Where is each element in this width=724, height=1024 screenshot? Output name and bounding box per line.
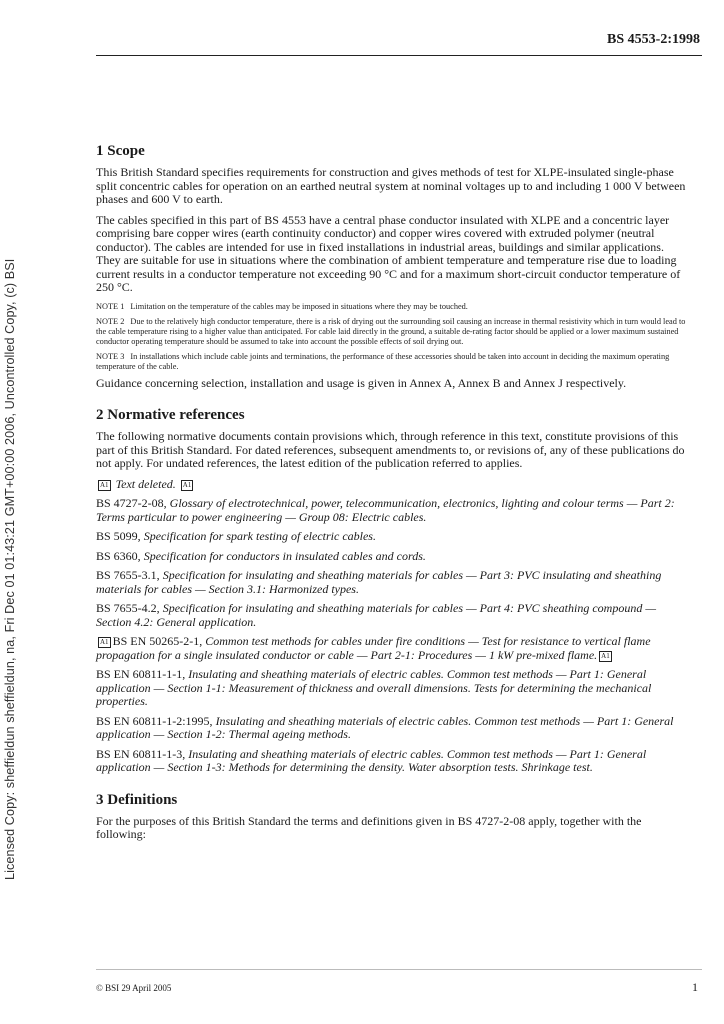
reference-title: Specification for insulating and sheathing materials for cables — Part 3: PVC insulating and sheathing materials for cables — Section 3.1: Harmonized types. [96,568,662,596]
reference-number: BS EN 60811-1-1, [96,667,186,681]
amendment-start-marker: A1 [100,638,109,646]
scope-paragraph-3: Guidance concerning selection, installation and usage is given in Annex A, Annex B and Annex J respectively. [96,375,627,390]
reference-item [96,497,688,524]
reference-number: BS 7655-4.2, [96,601,160,615]
deleted-text-line [96,478,688,492]
definitions-intro: For the purposes of this British Standard the terms and definitions given in BS 4727-2-08 apply, together with the following: [96,813,642,841]
reference-item [96,748,688,775]
amendment-end-marker: A1 [601,651,610,660]
reference-title: Insulating and sheathing materials of electric cables. Common test methods — Part 1: General application — Section 1-1: Measurement of thickness and overall dimensions. Tests for determining the mechanical properties. [96,667,652,708]
reference-number: BS 7655-3.1, [96,568,160,582]
amendment-start-marker: A1 [100,480,109,489]
reference-item [96,550,688,564]
reference-item [96,602,688,629]
reference-number: BS EN 60811-1-3, [96,746,186,761]
note-2 [96,317,688,347]
footer-rule [96,969,702,970]
reference-title: Glossary of electrotechnical, power, telecommunication, electronics, lighting and colour terms — Part 2: Terms particular to power engineering — Group 08: Electric cables. [96,496,675,524]
license-watermark: Licensed Copy: sheffieldun sheffieldun, na, Fri Dec 01 01:43:21 GMT+00:00 2006, Uncontrolled Copy, (c) BSI [3,258,17,880]
reference-number: BS 4727-2-08, [96,496,167,510]
normative-intro: The following normative documents contain provisions which, through reference in this text, constitute provisions of this part of this British Standard. For dated references, subsequent amendments to, or revisions of, any of these publications do not apply. For undated references, the latest edition of the publication referred to applies. [96,429,685,470]
reference-number: BS EN 50265-2-1, [112,634,203,648]
header-rule [96,55,702,56]
note-label: NOTE 1 [96,301,125,311]
reference-item [96,668,688,709]
reference-title: Insulating and sheathing materials of electric cables. Common test methods — Part 1: General application — Section 1-2: Thermal ageing methods. [96,713,674,741]
note-text: Limitation on the temperature of the cables may be imposed in situations where they may be touched. [130,301,468,311]
definitions-heading: 3 Definitions [96,791,178,808]
note-3 [96,352,688,372]
note-text: In installations which include cable joints and terminations, the performance of these accessories should be taken into account in deciding the maximum operating temperature of the cable. [96,351,670,371]
reference-number: BS 5099, [96,529,141,543]
reference-title: Specification for conductors in insulated cables and cords. [143,548,426,563]
reference-item [96,715,688,742]
note-label: NOTE 3 [96,351,125,361]
note-text: Due to the relatively high conductor temperature, there is a risk of drying out the surrounding soil causing an increase in thermal resistivity which in turn would lead to the cable temperature rising to a higher value than anticipated. For cable laid directly in the ground, a suitable de-rating factor should be applied or a lower maximum sustained conductor operating temperature should be assumed to take into account the possible effects of soil drying out. [96,316,686,346]
scope-paragraph-2: The cables specified in this part of BS 4553 have a central phase conductor insulated with XLPE and a concentric layer comprising bare copper wires (earth continuity conductor) and copper wires covered with extruded polymer (neutral conductor). The cables are intended for use in fixed installations in industrial areas, buildings and similar applications. They are suitable for use in situations where the combination of ambient temperature and temperature rise due to loading current results in a conductor temperature not exceeding 90 °C and for a maximum short-circuit conductor temperature of 250 °C. [96,212,681,294]
note-1 [96,302,688,312]
reference-item [96,530,688,544]
reference-title: Specification for spark testing of electric cables. [143,529,376,543]
scope-heading: 1 Scope [96,143,145,159]
reference-title: Specification for insulating and sheathing materials for cables — Part 4: PVC sheathing compound — Section 4.2: General application. [96,601,656,629]
scope-paragraph-1: This British Standard specifies requirements for construction and gives methods of test for XLPE-insulated single-phase split concentric cables for operation on an earthed neutral system at nominal voltages up to and including 1 000 V between phases and 600 V to earth. [96,165,686,206]
reference-item [96,569,688,596]
amendment-end-marker: A1 [182,480,192,489]
reference-title: Insulating and sheathing materials of electric cables. Common test methods — Part 1: General application — Section 1-3: Methods for determining the density. Water absorption tests. Shrinkage test. [96,746,647,774]
reference-title: Common test methods for cables under fire conditions — Test for resistance to vertical flame propagation for a single insulated conductor or cable — Part 2-1: Procedures — 1 kW pre-mixed flame. [96,634,651,662]
note-label: NOTE 2 [96,316,125,326]
copyright-notice: © BSI 29 April 2005 [96,983,172,993]
amended-reference-item [96,635,688,662]
page-number: 1 [692,980,698,994]
page-body [96,142,688,849]
standard-number: BS 4553-2:1998 [607,32,700,47]
reference-number: BS EN 60811-1-2:1995, [96,713,213,728]
normative-references-heading: 2 Normative references [96,407,245,423]
reference-number: BS 6360, [96,548,141,563]
deleted-text: Text deleted. [115,476,176,491]
